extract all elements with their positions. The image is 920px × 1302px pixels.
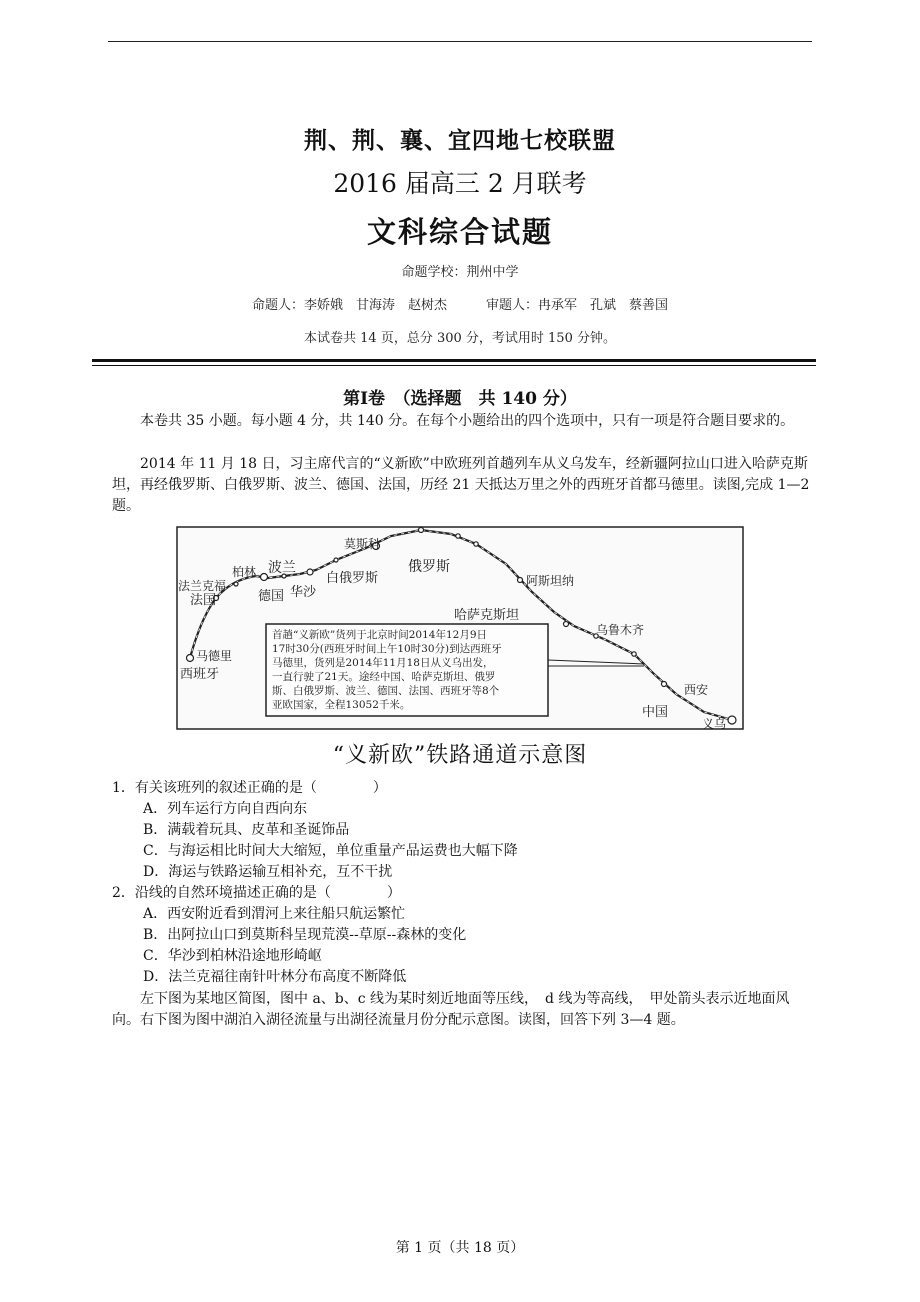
section-title: 第Ⅰ卷 （选择题 共 140 分） [343,389,577,409]
label-berlin: 柏林 [232,565,257,579]
astana-dot [518,578,523,583]
double-rule-bottom [92,365,816,366]
question-2-option-a: A．西安附近看到渭河上来往船只航运繁忙 [143,906,406,922]
stop-dot [564,622,569,627]
berlin-dot [261,574,268,581]
stop-dot [234,582,238,586]
question-1-option-d: D．海运与铁路运输互相补充，互不干扰 [143,864,393,880]
stop-dot [632,652,636,656]
label-warsaw: 华沙 [290,585,317,600]
railway-map [176,526,744,730]
question-1-option-a: A．列车运行方向自西向东 [143,801,308,817]
note-line: 马德里，货列是2014年11月18日从义乌出发， [272,657,494,669]
note-line: 斯、白俄罗斯、波兰、德国、法国、西班牙等8个 [272,685,500,697]
label-china: 中国 [642,705,669,720]
stop-dot [474,542,478,546]
question-2 [112,883,812,988]
stop-dot [456,534,460,538]
question-1-option-b: B．满载着玩具、皮革和圣诞饰品 [143,822,350,838]
warsaw-dot [307,569,313,575]
question-2-option-c: C．华沙到柏林沿途地形崎岖 [143,948,322,964]
note-line: 17时30分(西班牙时间上午10时30分)到达西班牙 [272,643,502,655]
authors-line: 命题人：李娇娥 甘海涛 赵树杰 审题人：冉承军 孔斌 蔡善国 [251,298,668,313]
label-frankfurt: 法兰克福 [178,579,227,593]
label-kazakhstan: 哈萨克斯坦 [454,608,520,623]
xian-dot [662,682,667,687]
label-urumqi: 乌鲁木齐 [596,623,645,637]
madrid-dot [187,655,194,662]
label-russia: 俄罗斯 [408,559,450,575]
intro-text: 本卷共 35 小题。每小题 4 分，共 140 分。在每个小题给出的四个选项中，只有一项是符合题目要求的。 [140,413,795,429]
question-1-stem: 1．有关该班列的叙述正确的是（ ） [112,780,387,796]
page-footer: 第 1 页（共 18 页） [395,1240,525,1256]
top-rule [108,41,812,42]
question-2-option-b: B．出阿拉山口到莫斯科呈现荒漠--草原--森林的变化 [143,927,467,943]
label-france: 法国 [190,593,217,608]
passage-2-text: 左下图为某地区简图，图中 a、b、c 线为某时刻近地面等压线， d 线为等高线， 甲处箭头表示近地面风向。右下图为图中湖泊入湖径流量与出湖径流量月份分配示意图。读图，回答下列 3—4 题。 [112,991,790,1028]
label-yiwu: 义乌 [702,717,727,730]
passage-1 [112,454,812,517]
info-line: 本试卷共 14 页，总分 300 分，考试用时 150 分钟。 [304,331,616,346]
label-belarus: 白俄罗斯 [326,571,379,586]
passage-1-text: 2014 年 11 月 18 日，习主席代言的“义新欧”中欧班列首趟列车从义乌发车，经新疆阿拉山口进入哈萨克斯坦，再经俄罗斯、白俄罗斯、波兰、德国、法国，历经 21 天抵达万里之外的西班牙首都马德里。读图,完成 1—2 题。 [112,456,810,514]
school-line: 命题学校：荆州中学 [401,265,519,280]
tiny-watermark-mark: · [114,515,116,520]
label-madrid: 马德里 [196,649,233,663]
stop-dot [419,528,424,533]
question-2-stem: 2．沿线的自然环境描述正确的是（ ） [112,885,401,901]
label-spain: 西班牙 [180,667,220,682]
section-intro [112,411,812,432]
map-caption: “义新欧”铁路通道示意图 [332,743,588,768]
question-1-option-c: C．与海运相比时间大大缩短，单位重量产品运费也大幅下降 [143,843,518,859]
label-poland: 波兰 [268,560,296,576]
label-xian: 西安 [684,683,709,697]
yiwu-dot [728,716,736,724]
note-line: 首趟“义新欧”货列于北京时间2014年12月9日 [272,629,487,641]
question-2-option-d: D．法兰克福往南针叶林分布高度不断降低 [143,969,407,985]
note-line: 亚欧国家，全程13052千米。 [272,699,411,711]
double-rule-top [92,359,816,362]
subject-title: 文科综合试题 [366,215,553,249]
exam-title: 2016 届高三 2 月联考 [333,169,587,198]
label-astana: 阿斯坦纳 [526,574,575,588]
question-1 [112,778,812,883]
stop-dot [334,558,338,562]
label-moscow: 莫斯科 [344,537,381,551]
note-line: 一直行驶了21天。途经中国、哈萨克斯坦、俄罗 [272,671,496,683]
label-germany: 德国 [258,589,285,604]
alliance-title: 荆、荆、襄、宜四地七校联盟 [304,128,616,154]
passage-2 [112,989,812,1031]
